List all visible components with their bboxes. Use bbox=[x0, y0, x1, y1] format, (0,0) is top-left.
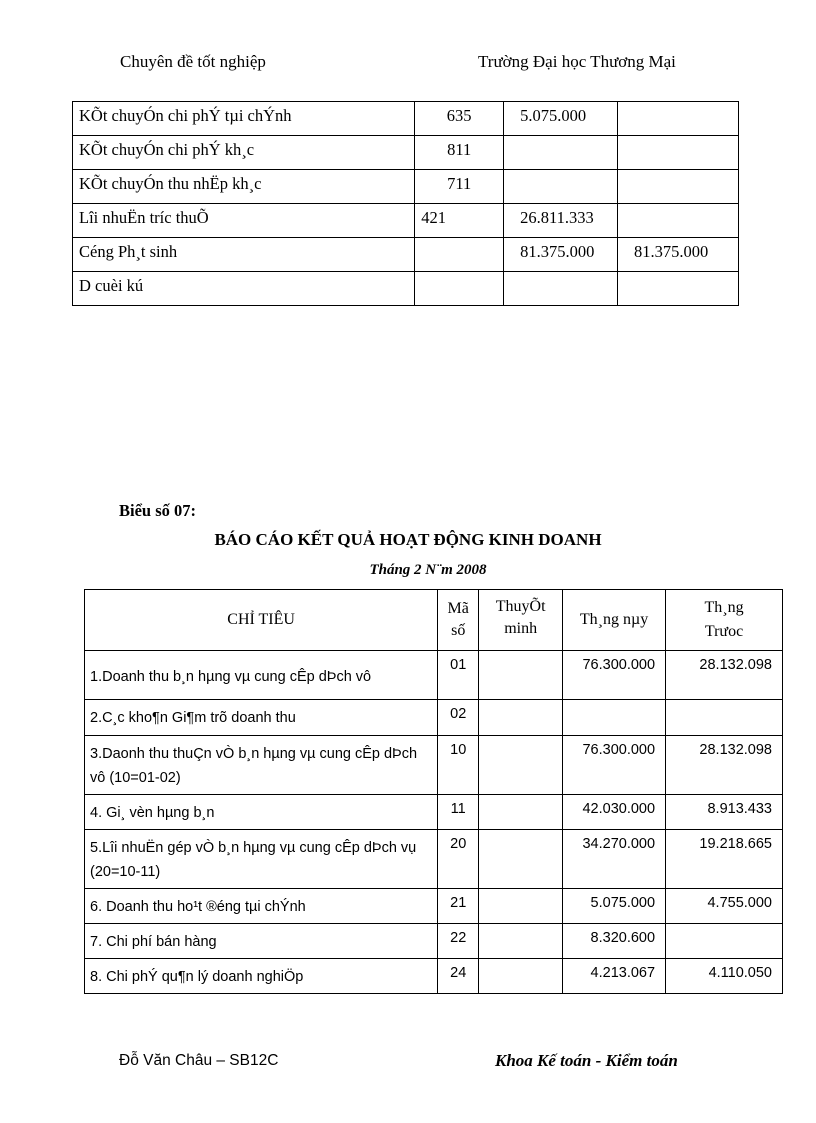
report-row bbox=[85, 736, 783, 795]
ledger-row bbox=[73, 204, 739, 238]
ledger-credit bbox=[618, 136, 739, 170]
row-prev: 28.132.098 bbox=[666, 651, 783, 700]
ledger-account-code bbox=[415, 238, 504, 272]
ledger-row bbox=[73, 170, 739, 204]
col-note-line1: ThuyÕt bbox=[495, 598, 546, 615]
row-code: 02 bbox=[438, 700, 479, 736]
row-code: 01 bbox=[438, 651, 479, 700]
row-this-month bbox=[563, 700, 666, 736]
col-note-header bbox=[479, 590, 563, 651]
row-note bbox=[479, 830, 563, 889]
row-indicator: 1.Doanh thu b¸n hµng vµ cung cÊp dÞch vô bbox=[85, 651, 438, 700]
col-code-line1: Mã bbox=[447, 600, 469, 617]
row-this-month: 8.320.600 bbox=[563, 924, 666, 959]
ledger-account-name: Céng Ph¸t sinh bbox=[73, 238, 415, 272]
report-row bbox=[85, 795, 783, 830]
col-code-header bbox=[438, 590, 479, 651]
ledger-row bbox=[73, 136, 739, 170]
row-code: 11 bbox=[438, 795, 479, 830]
ledger-debit: 26.811.333 bbox=[504, 204, 618, 238]
row-this-month: 42.030.000 bbox=[563, 795, 666, 830]
ledger-account-name: KÕt chuyÓn thu nhËp kh¸c bbox=[73, 170, 415, 204]
row-code: 22 bbox=[438, 924, 479, 959]
row-prev: 8.913.433 bbox=[666, 795, 783, 830]
row-note bbox=[479, 889, 563, 924]
row-note bbox=[479, 700, 563, 736]
ledger-row bbox=[73, 102, 739, 136]
row-note bbox=[479, 924, 563, 959]
ledger-credit bbox=[618, 204, 739, 238]
header-left: Chuyên đề tốt nghiệp bbox=[120, 52, 266, 71]
row-prev: 4.110.050 bbox=[666, 959, 783, 994]
ledger-account-name: KÕt chuyÓn chi phÝ kh¸c bbox=[73, 136, 415, 170]
table-header-row bbox=[85, 590, 783, 651]
ledger-account-name: KÕt chuyÓn chi phÝ tµi chÝnh bbox=[73, 102, 415, 136]
report-title: BÁO CÁO KẾT QUẢ HOẠT ĐỘNG KINH DOANH bbox=[214, 530, 602, 549]
report-row bbox=[85, 924, 783, 959]
ledger-table bbox=[72, 101, 739, 306]
ledger-account-code: 635 bbox=[415, 102, 504, 136]
income-statement-table bbox=[84, 589, 783, 994]
report-row bbox=[85, 830, 783, 889]
col-note-line2: minh bbox=[504, 620, 538, 637]
col-indicator-header: CHỈ TIÊU bbox=[85, 590, 438, 651]
row-indicator: 2.C¸c kho¶n Gi¶m trõ doanh thu bbox=[85, 700, 438, 736]
report-subtitle: Tháng 2 N¨m 2008 bbox=[369, 562, 487, 578]
report-row bbox=[85, 959, 783, 994]
row-note bbox=[479, 959, 563, 994]
row-indicator: 3.Daonh thu thuÇn vÒ b¸n hµng vµ cung cÊp dÞch vô (10=01-02) bbox=[85, 736, 438, 795]
ledger-account-code bbox=[415, 272, 504, 306]
row-code: 20 bbox=[438, 830, 479, 889]
row-code: 10 bbox=[438, 736, 479, 795]
ledger-account-code: 711 bbox=[415, 170, 504, 204]
row-indicator: 8. Chi phÝ qu¶n lý doanh nghiÖp bbox=[85, 959, 438, 994]
col-this-month-header: Th¸ng nµy bbox=[563, 590, 666, 651]
header-right: Trường Đại học Thương Mại bbox=[478, 52, 676, 71]
row-this-month: 4.213.067 bbox=[563, 959, 666, 994]
row-code: 24 bbox=[438, 959, 479, 994]
ledger-debit: 5.075.000 bbox=[504, 102, 618, 136]
row-code: 21 bbox=[438, 889, 479, 924]
ledger-account-code: 811 bbox=[415, 136, 504, 170]
footer-left: Đỗ Văn Châu – SB12C bbox=[119, 1052, 279, 1069]
row-note bbox=[479, 795, 563, 830]
ledger-account-code: 421 bbox=[415, 204, 504, 238]
ledger-debit: 81.375.000 bbox=[504, 238, 618, 272]
ledger-row bbox=[73, 272, 739, 306]
report-row bbox=[85, 700, 783, 736]
row-this-month: 76.300.000 bbox=[563, 736, 666, 795]
report-label: Biểu số 07: bbox=[119, 501, 197, 520]
ledger-credit bbox=[618, 102, 739, 136]
row-indicator: 4. Gi¸ vèn hµng b¸n bbox=[85, 795, 438, 830]
row-this-month: 34.270.000 bbox=[563, 830, 666, 889]
row-note bbox=[479, 736, 563, 795]
row-prev: 4.755.000 bbox=[666, 889, 783, 924]
row-indicator: 6. Doanh thu ho¹t ®éng tµi chÝnh bbox=[85, 889, 438, 924]
row-prev: 28.132.098 bbox=[666, 736, 783, 795]
row-indicator: 5.Lîi nhuËn gép vÒ b¸n hµng vµ cung cÊp dÞch vụ (20=10-11) bbox=[85, 830, 438, 889]
ledger-account-name: D cuèi kú bbox=[73, 272, 415, 306]
report-row bbox=[85, 889, 783, 924]
footer-right: Khoa Kế toán - Kiểm toán bbox=[495, 1051, 678, 1070]
ledger-debit bbox=[504, 170, 618, 204]
row-this-month: 5.075.000 bbox=[563, 889, 666, 924]
ledger-account-name: Lîi nhuËn tríc thuÕ bbox=[73, 204, 415, 238]
row-note bbox=[479, 651, 563, 700]
col-prev-line1: Th¸ng bbox=[704, 599, 744, 616]
ledger-credit: 81.375.000 bbox=[618, 238, 739, 272]
ledger-credit bbox=[618, 170, 739, 204]
ledger-debit bbox=[504, 272, 618, 306]
col-prev-header bbox=[666, 590, 783, 651]
ledger-credit bbox=[618, 272, 739, 306]
ledger-row bbox=[73, 238, 739, 272]
col-code-line2: số bbox=[451, 622, 466, 639]
row-prev: 19.218.665 bbox=[666, 830, 783, 889]
report-row bbox=[85, 651, 783, 700]
row-prev bbox=[666, 700, 783, 736]
row-indicator: 7. Chi phí bán hàng bbox=[85, 924, 438, 959]
col-prev-line2: Trưoc bbox=[704, 623, 744, 640]
row-this-month: 76.300.000 bbox=[563, 651, 666, 700]
row-prev bbox=[666, 924, 783, 959]
ledger-debit bbox=[504, 136, 618, 170]
